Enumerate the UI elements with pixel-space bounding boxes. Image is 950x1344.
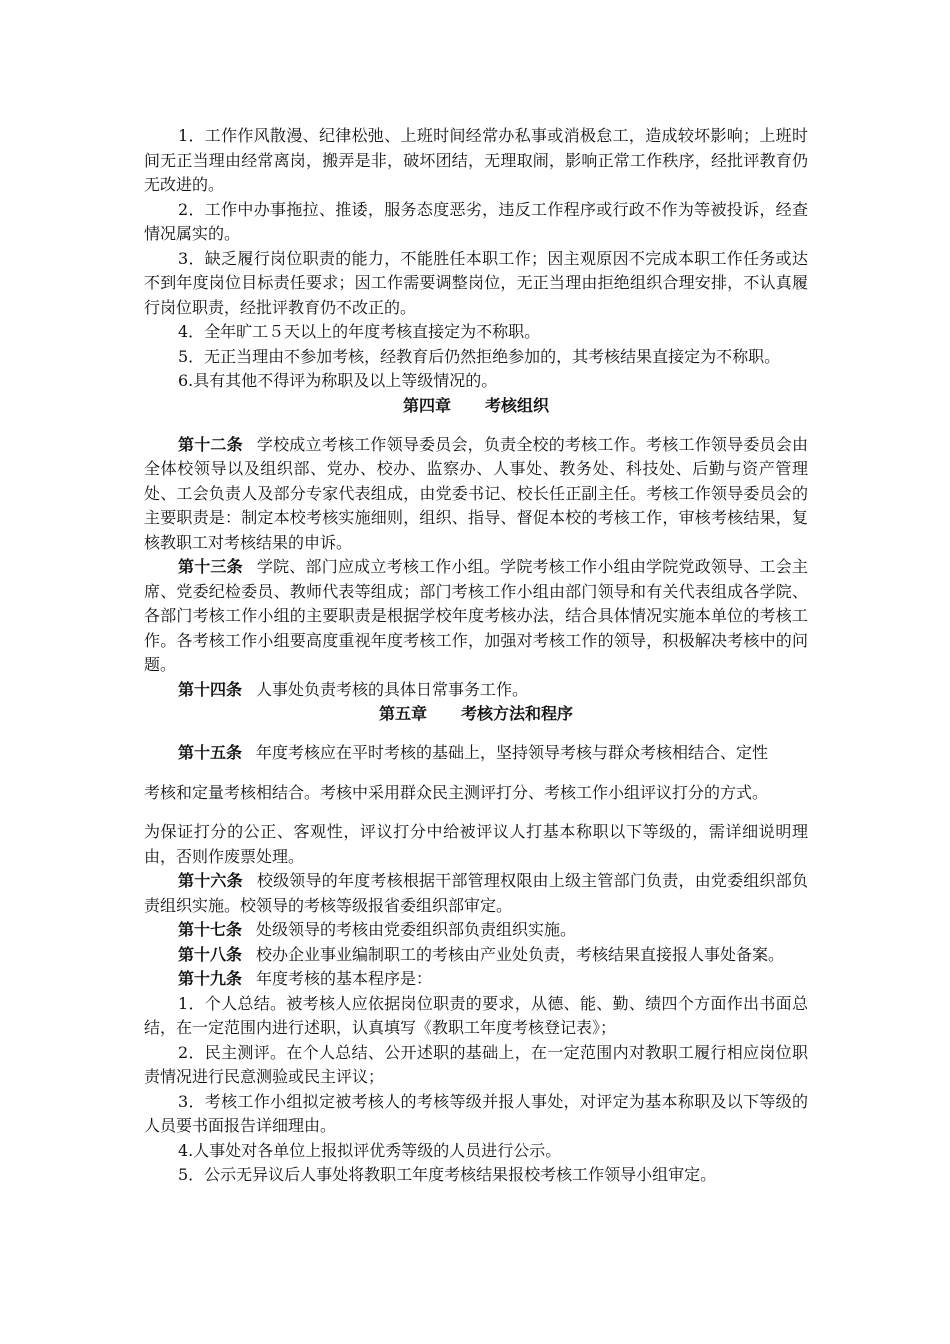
article-label: 第十七条 xyxy=(178,920,243,939)
article-15-line-1 xyxy=(144,741,808,766)
article-label: 第十九条 xyxy=(178,969,243,988)
article-text: 学院、部门应成立考核工作小组。学院考核工作小组由学院党政领导、工会主席、党委纪检委员、教师代表等组成；部门考核工作小组由部门领导和有关代表组成各学院、各部门考核工作小组的主要职责是根据学校年度考核办法，结合具体情况实施本单位的考核工作。各考核工作小组要高度重视年度考核工作，加强对考核工作的领导，积极解决考核中的问题。 xyxy=(144,557,808,674)
article-16 xyxy=(144,869,808,918)
article-text: 校办企业事业编制职工的考核由产业处负责，考核结果直接报人事处备案。 xyxy=(256,944,785,964)
article-15-line-3: 为保证打分的公正、客观性，评议打分中给被评议人打基本称职以下等级的，需详细说明理由，否则作废票处理。 xyxy=(144,822,808,866)
list-item: 5．无正当理由不参加考核，经教育后仍然拒绝参加的，其考核结果直接定为不称职。 xyxy=(178,346,781,366)
chapter-number: 第五章 xyxy=(378,704,427,723)
chapter-number: 第四章 xyxy=(402,395,451,415)
list-item: 6.具有其他不得评为称职及以上等级情况的。 xyxy=(178,371,498,390)
article-text: 处级领导的考核由党委组织部负责组织实施。 xyxy=(256,920,577,939)
list-item: 3．考核工作小组拟定被考核人的考核等级并报人事处，对评定为基本称职及以下等级的人员要书面报告详细理由。 xyxy=(144,1091,808,1135)
article-label: 第十四条 xyxy=(178,679,243,699)
list-item: 4．全年旷工５天以上的年度考核直接定为不称职。 xyxy=(178,322,541,341)
list-item: 4.人事处对各单位上报拟评优秀等级的人员进行公示。 xyxy=(178,1140,562,1160)
article-label: 第十五条 xyxy=(178,743,243,762)
list-item: 3．缺乏履行岗位职责的能力，不能胜任本职工作；因主观原因不完成本职工作任务或达不到年度岗位目标责任要求；因工作需要调整岗位，无正当理由拒绝组织合理安排，不认真履行岗位职责，经批评教育仍不改正的。 xyxy=(144,248,808,317)
article-17 xyxy=(144,918,808,943)
chapter-heading xyxy=(144,394,808,418)
chapter-title: 考核方法和程序 xyxy=(461,704,574,723)
chapter-heading xyxy=(144,702,808,726)
article-text: 年度考核的基本程序是： xyxy=(256,969,433,988)
list-item: 2．民主测评。在个人总结、公开述职的基础上，在一定范围内对教职工履行相应岗位职责情况进行民意测验或民主评议； xyxy=(144,1042,808,1086)
list-item: 2．工作中办事拖拉、推诿，服务态度恶劣，违反工作程序或行政不作为等被投诉，经查情况属实的。 xyxy=(144,199,808,243)
article-13 xyxy=(144,555,808,678)
article-label: 第十三条 xyxy=(178,557,243,576)
article-text: 人事处负责考核的具体日常事务工作。 xyxy=(256,679,529,699)
chapter-title: 考核组织 xyxy=(485,395,550,415)
list-item: 1．工作作风散漫、纪律松弛、上班时间经常办私事或消极怠工，造成较坏影响；上班时间无正当理由经常离岗，搬弄是非，破坏团结，无理取闹，影响正常工作秩序，经批评教育仍无改进的。 xyxy=(144,126,808,194)
article-label: 第十二条 xyxy=(178,434,243,454)
article-14 xyxy=(144,678,808,703)
article-text: 校级领导的年度考核根据干部管理权限由上级主管部门负责，由党委组织部负责组织实施。校领导的考核等级报省委组织部审定。 xyxy=(144,871,808,915)
article-label: 第十八条 xyxy=(178,944,243,964)
document-body xyxy=(144,124,808,1188)
article-text: 年度考核应在平时考核的基础上，坚持领导考核与群众考核相结合、定性 xyxy=(256,743,769,762)
article-18 xyxy=(144,943,808,968)
list-item: 1．个人总结。被考核人应依据岗位职责的要求，从德、能、勤、绩四个方面作出书面总结，在一定范围内进行述职，认真填写《教职工年度考核登记表》； xyxy=(144,993,808,1037)
article-label: 第十六条 xyxy=(178,871,243,890)
article-text: 学校成立考核工作领导委员会，负责全校的考核工作。考核工作领导委员会由全体校领导以及组织部、党办、校办、监察办、人事处、教务处、科技处、后勤与资产管理处、工会负责人及部分专家代表组成，由党委书记、校长任正副主任。考核工作领导委员会的主要职责是：制定本校考核实施细则，组织、指导、督促本校的考核工作，审核考核结果，复核教职工对考核结果的申诉。 xyxy=(144,434,808,552)
article-19 xyxy=(144,967,808,992)
list-item: 5．公示无异议后人事处将教职工年度考核结果报校考核工作领导小组审定。 xyxy=(178,1165,717,1184)
article-12 xyxy=(144,433,808,556)
article-15-line-2: 考核和定量考核相结合。考核中采用群众民主测评打分、考核工作小组评议打分的方式。 xyxy=(144,782,769,802)
